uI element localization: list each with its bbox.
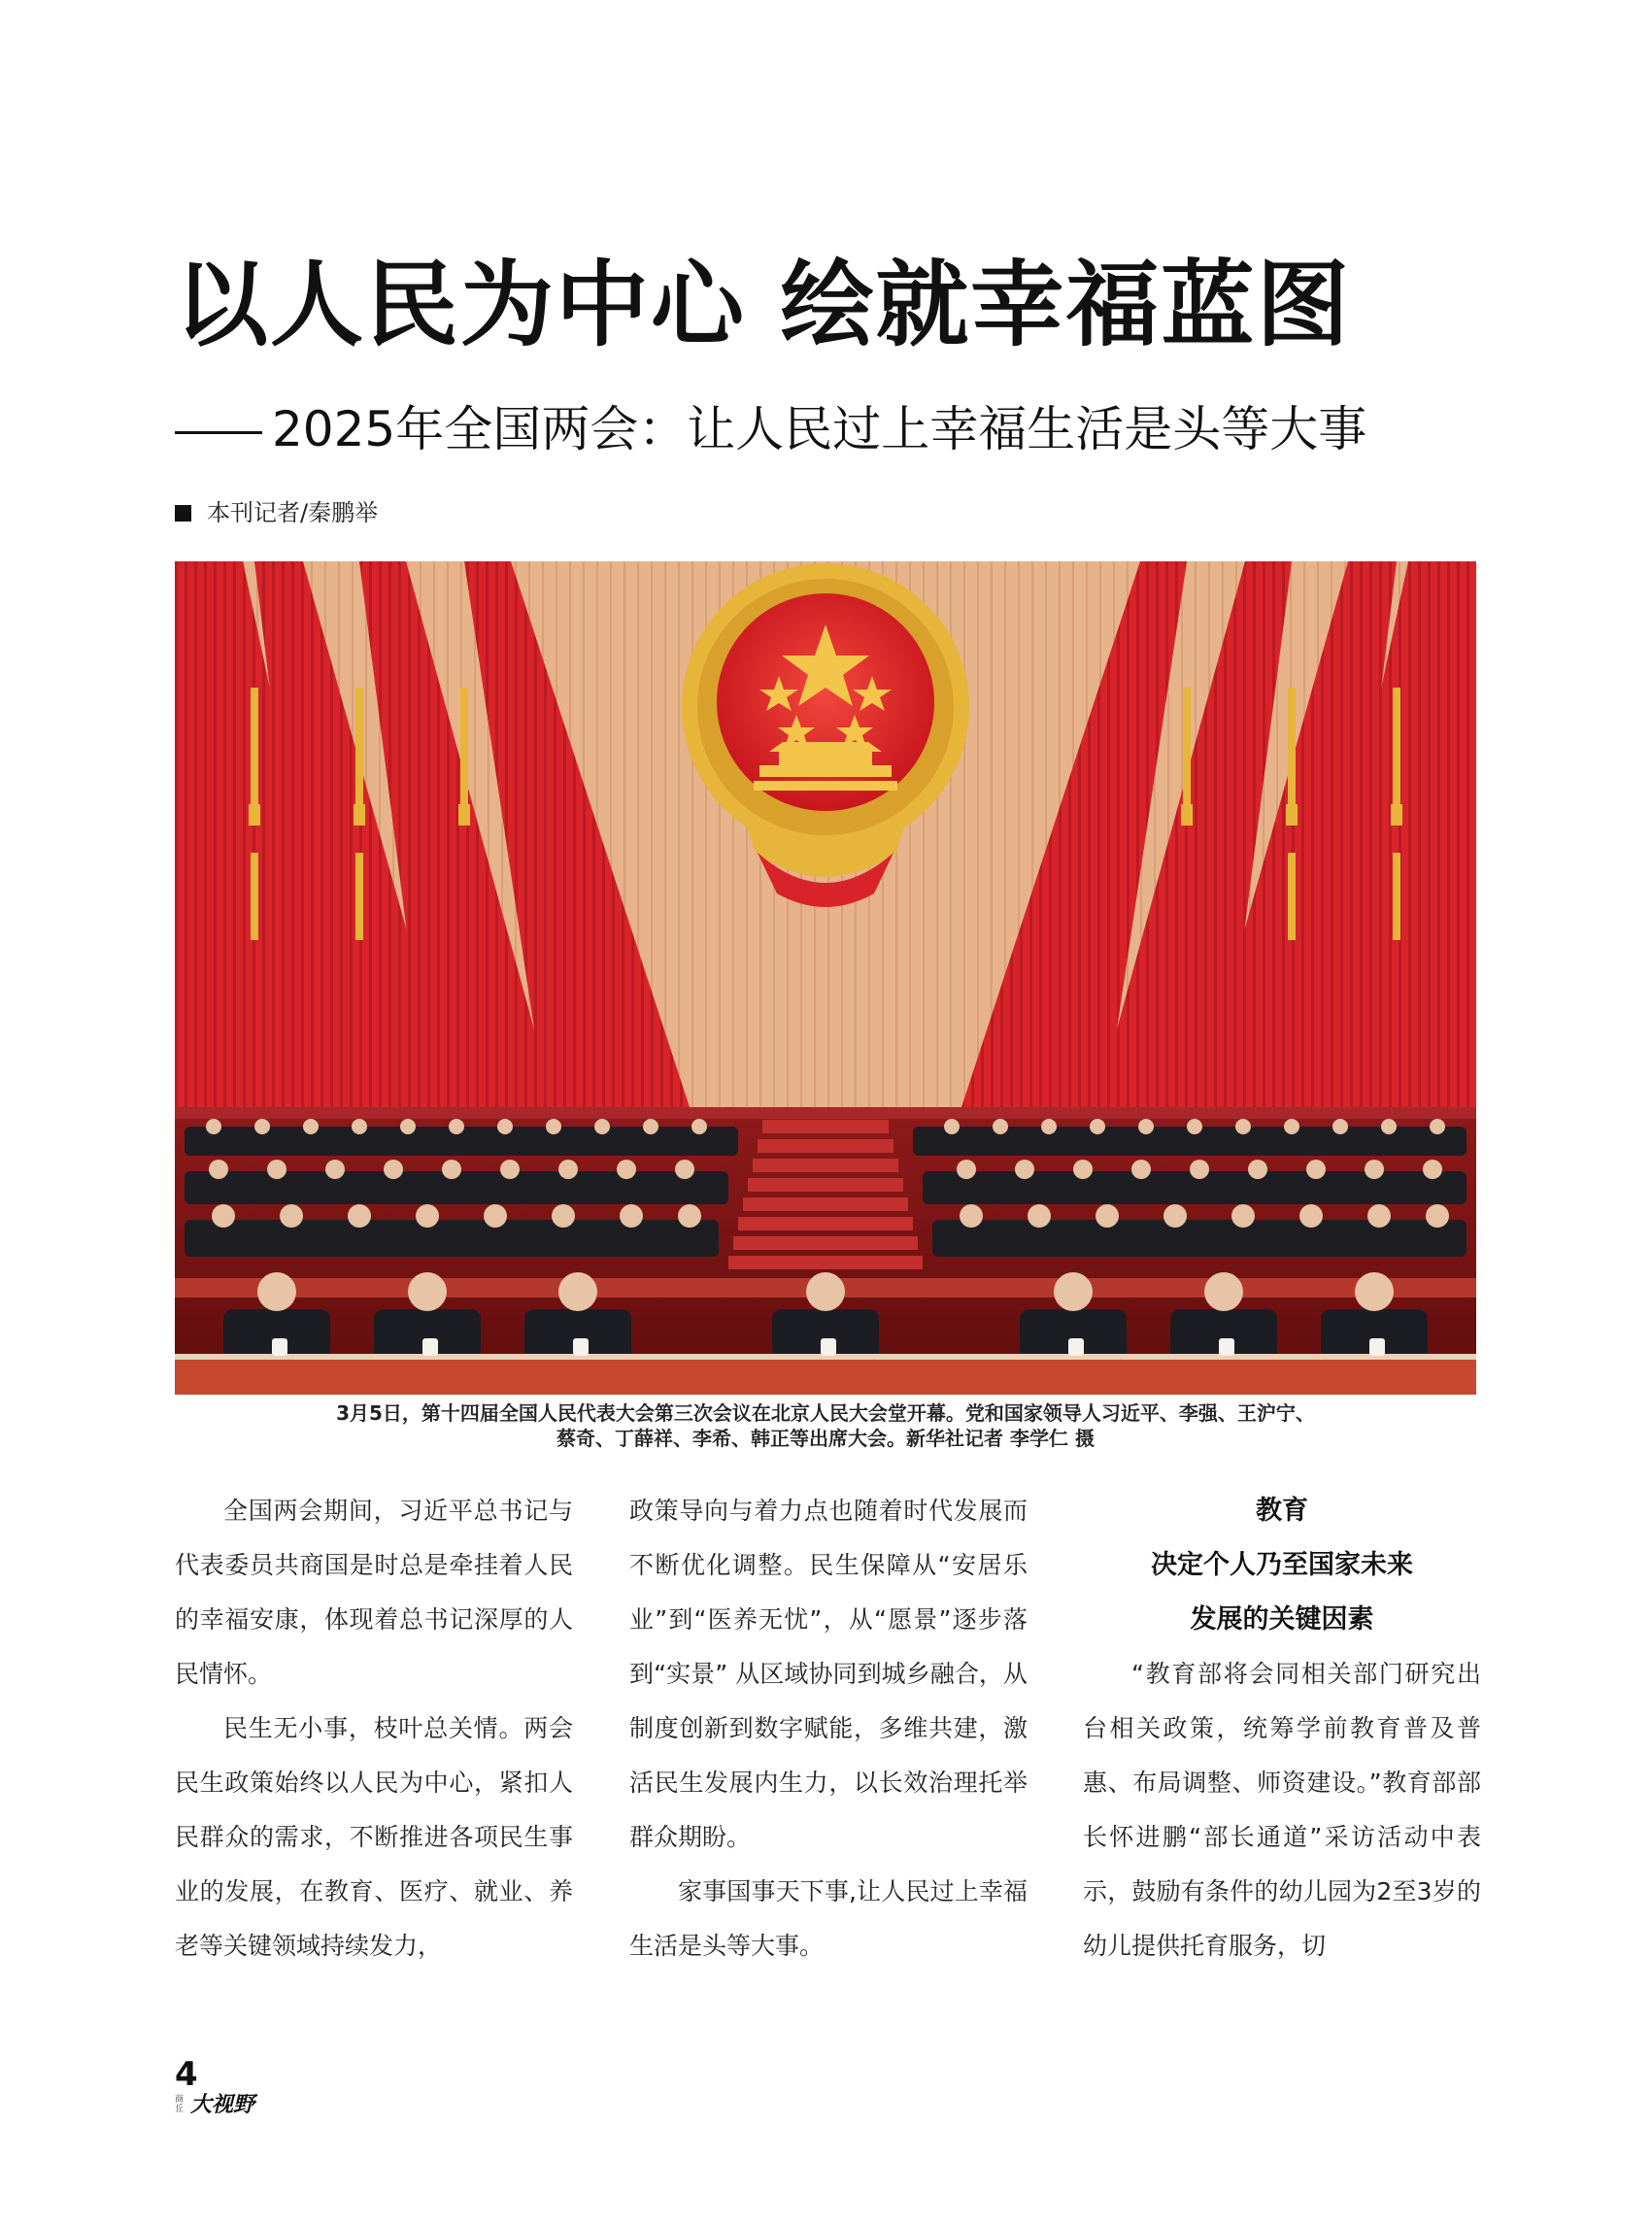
paragraph: 民生无小事，枝叶总关情。两会民生政策始终以人民为中心，紧扣人民群众的需求，不断推进各项民生事业的发展，在教育、医疗、就业、养老等关键领域持续发力， [175, 1714, 573, 1960]
magazine-logo-small: 商丘 [175, 2095, 185, 2114]
magazine-logo [175, 2092, 254, 2117]
caption-line-1: 3月5日，第十四届全国人民代表大会第三次会议在北京人民大会堂开幕。党和国家领导人习近平、李强、王沪宁、 [336, 1401, 1315, 1425]
byline [175, 497, 378, 528]
em-dash [175, 431, 262, 434]
paragraph: 政策导向与着力点也随着时代发展而不断优化调整。民生保障从“安居乐业”到“医养无忧”，从“愿景”逐步落到“实景” 从区域协同到城乡融合，从制度创新到数字赋能，多维共建，激活民生发展内生力，以长效治理托举群众期盼。 [629, 1497, 1028, 1851]
article-title: 以人民为中心 绘就幸福蓝图 [175, 250, 1352, 359]
photo-caption [175, 1400, 1476, 1451]
page-number: 4 [175, 2055, 198, 2094]
square-bullet-icon [175, 505, 191, 522]
subtitle-text: 2025年全国两会：让人民过上幸福生活是头等大事 [272, 401, 1367, 457]
section-heading-line-2: 决定个人乃至国家未来 [1151, 1550, 1413, 1580]
section-heading [1083, 1484, 1481, 1647]
paragraph: 全国两会期间，习近平总书记与代表委员共商国是时总是牵挂着人民的幸福安康，体现着总书记深厚的人民情怀。 [175, 1497, 573, 1688]
section-heading-line-3: 发展的关键因素 [1190, 1604, 1374, 1635]
text-column-2 [629, 1484, 1028, 1973]
paragraph: 家事国事天下事,让人民过上幸福生活是头等大事。 [629, 1877, 1028, 1960]
text-column-1 [175, 1484, 573, 1973]
text-column-3 [1083, 1484, 1481, 1973]
paragraph: “教育部将会同相关部门研究出台相关政策，统筹学前教育普及普惠、布局调整、师资建设。”教育部部长怀进鹏“部长通道”采访活动中表示，鼓励有条件的幼儿园为2至3岁的幼儿提供托育服务，切 [1083, 1660, 1481, 1960]
magazine-logo-name: 大视野 [190, 2092, 255, 2117]
byline-text: 本刊记者/秦鹏举 [207, 499, 379, 526]
section-heading-line-1: 教育 [1256, 1496, 1308, 1526]
assembly-hall-photo [175, 561, 1476, 1395]
article-subtitle [175, 398, 1366, 460]
caption-line-2: 蔡奇、丁薛祥、李希、韩正等出席大会。新华社记者 李学仁 摄 [556, 1427, 1095, 1450]
